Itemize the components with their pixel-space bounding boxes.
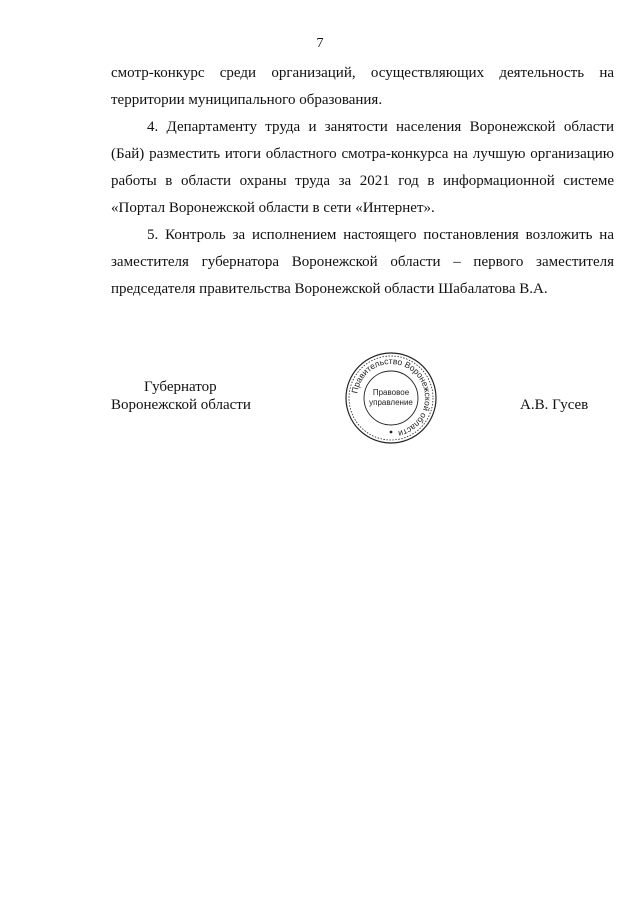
- signatory-position-line2: Воронежской области: [111, 397, 251, 413]
- signatory-position-line1: Губернатор: [144, 379, 217, 395]
- stamp-inner-line2: управление: [369, 398, 413, 407]
- signatory-name: А.В. Гусев: [520, 397, 589, 413]
- paragraph-continuation: смотр-конкурс среди организаций, осуществляющих деятельность на территории муниципального образования.: [111, 65, 614, 108]
- page-number: 7: [316, 36, 324, 51]
- paragraph-item-5: 5. Контроль за исполнением настоящего постановления возложить на заместителя губернатора Воронежской области – первого заместителя председателя правительства Воронежской области Шабалатова В.А.: [111, 227, 614, 297]
- stamp-outer-text: Правительство Воронежской области: [349, 355, 434, 440]
- signatory-position: [111, 378, 251, 414]
- stamp-inner-line1: Правовое: [372, 388, 410, 397]
- stamp-dot-icon: [390, 431, 393, 434]
- official-stamp: [343, 350, 439, 446]
- document-body: [111, 60, 614, 303]
- paragraph-item-4: 4. Департаменту труда и занятости населения Воронежской области (Бай) разместить итоги областного смотра-конкурса на лучшую организацию работы в области охраны труда за 2021 год в информационной системе «Портал Воронежской области в сети «Интернет».: [111, 119, 614, 216]
